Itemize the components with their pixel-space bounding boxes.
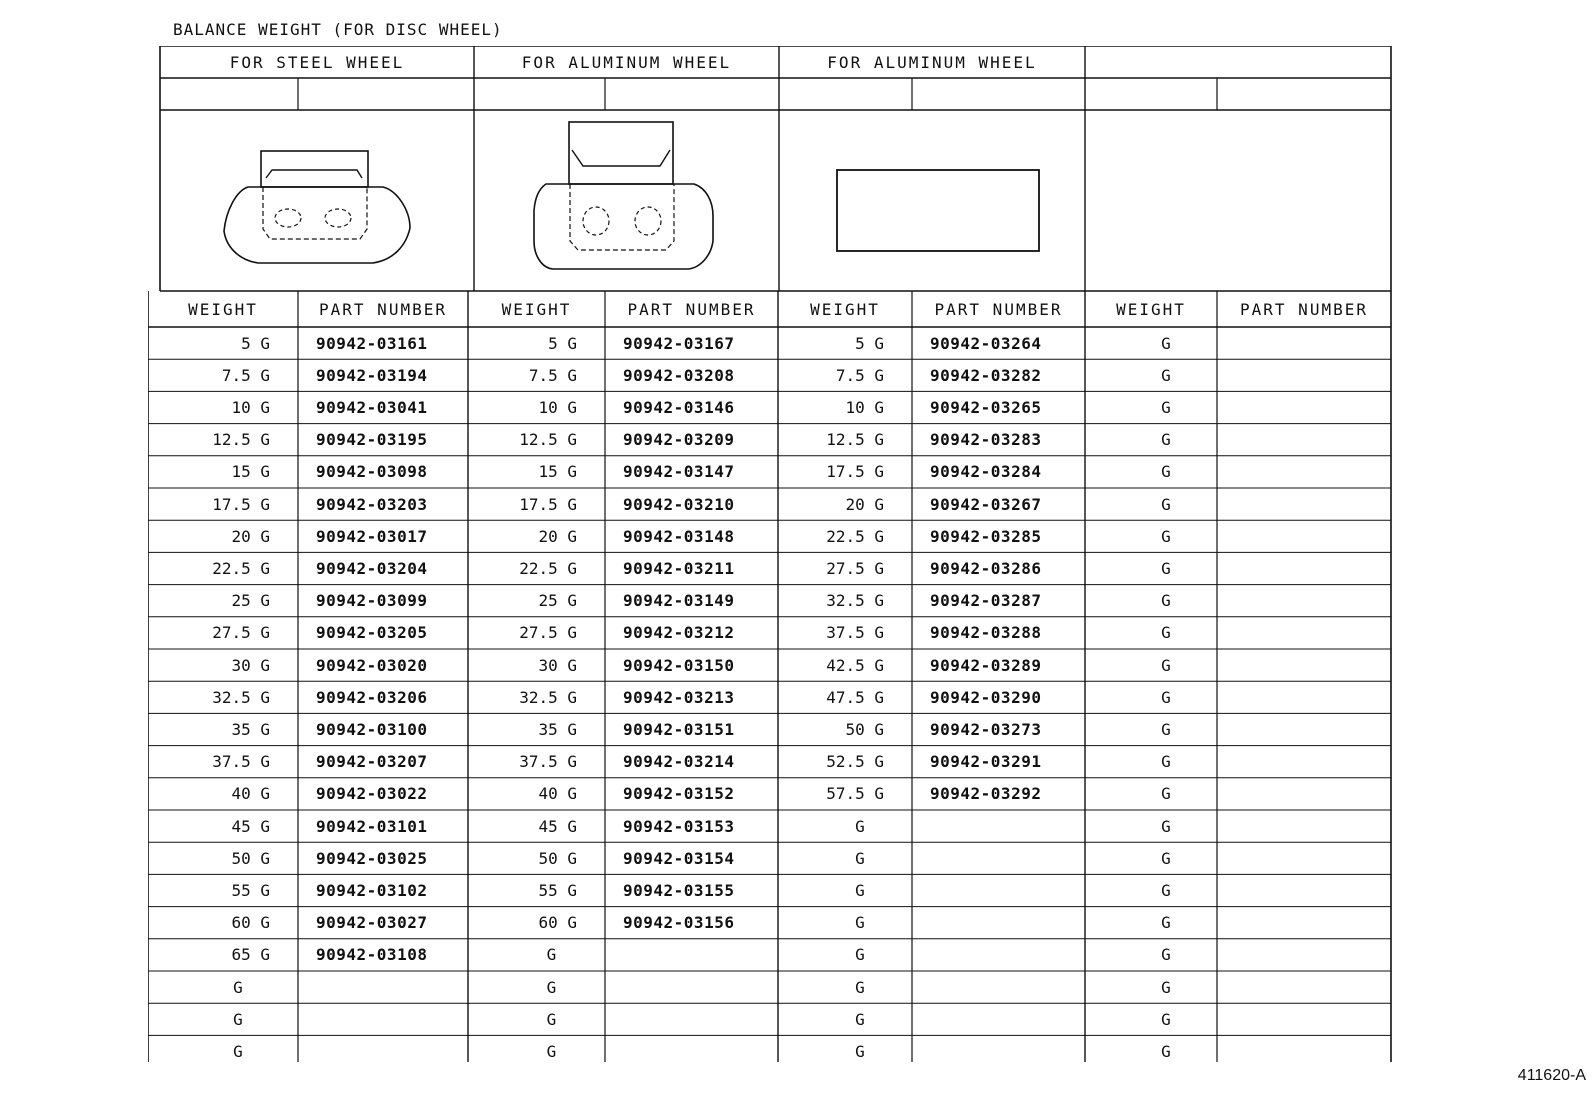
weight-cell: G — [233, 977, 243, 997]
weight-cell: G — [855, 848, 865, 868]
part-number-cell: 90942-03022 — [316, 784, 428, 804]
part-number-cell — [1217, 391, 1391, 423]
part-number-cell — [1217, 327, 1391, 359]
part-number-cell: 90942-03195 — [316, 430, 428, 450]
part-number-cell: 90942-03149 — [623, 591, 735, 611]
part-number-cell — [1217, 842, 1391, 874]
weight-cell: G — [855, 816, 865, 836]
part-number-cell: 90942-03273 — [930, 719, 1042, 739]
steel-clip-weight-icon — [224, 151, 410, 263]
part-number-cell: 90942-03214 — [623, 752, 735, 772]
weight-cell: G — [1161, 591, 1171, 611]
part-number-cell — [912, 842, 1085, 874]
part-number-cell — [605, 939, 778, 971]
part-number-cell: 90942-03017 — [316, 526, 428, 546]
part-number-cell — [1217, 649, 1391, 681]
group-header: FOR ALUMINUM WHEEL — [521, 52, 732, 72]
part-number-cell — [1217, 713, 1391, 745]
part-number-cell: 90942-03289 — [930, 655, 1042, 675]
part-number-cell: 90942-03098 — [316, 462, 428, 482]
part-number-cell — [1217, 778, 1391, 810]
weight-cell: 20 G — [231, 526, 270, 546]
weight-cell: G — [1161, 623, 1171, 643]
part-number-cell — [912, 971, 1085, 1003]
part-number-cell — [912, 939, 1085, 971]
weight-cell: 27.5 G — [826, 558, 884, 578]
part-number-cell: 90942-03267 — [930, 494, 1042, 514]
part-number-cell: 90942-03208 — [623, 365, 735, 385]
weight-cell: 25 G — [231, 591, 270, 611]
group-header: FOR STEEL WHEEL — [229, 52, 405, 72]
part-number-cell — [1217, 907, 1391, 939]
weight-cell: 40 G — [538, 784, 577, 804]
weight-cell: 22.5 G — [519, 558, 577, 578]
part-number-cell — [1217, 971, 1391, 1003]
weight-cell: 37.5 G — [519, 752, 577, 772]
weight-cell: G — [1161, 784, 1171, 804]
weight-cell: 10 G — [538, 397, 577, 417]
weight-cell: G — [1161, 816, 1171, 836]
weight-cell: G — [855, 880, 865, 900]
part-number-cell: 90942-03101 — [316, 816, 428, 836]
part-number-cell — [912, 1003, 1085, 1035]
part-number-cell — [1217, 681, 1391, 713]
part-number-cell: 90942-03194 — [316, 365, 428, 385]
part-number-cell: 90942-03161 — [316, 333, 428, 353]
weight-cell: 35 G — [231, 719, 270, 739]
part-number-cell: 90942-03150 — [623, 655, 735, 675]
weight-cell: G — [1161, 1041, 1171, 1061]
weight-cell: 10 G — [845, 397, 884, 417]
weight-cell: G — [1161, 494, 1171, 514]
part-number-cell: 90942-03025 — [316, 848, 428, 868]
part-number-cell: 90942-03100 — [316, 719, 428, 739]
weight-cell: 5 G — [241, 333, 270, 353]
weight-cell: 17.5 G — [212, 494, 270, 514]
part-number-cell — [298, 1035, 468, 1067]
part-number-cell — [912, 1035, 1085, 1067]
weight-cell: 45 G — [538, 816, 577, 836]
weight-cell: 37.5 G — [826, 623, 884, 643]
weight-cell: 10 G — [231, 397, 270, 417]
part-number-cell: 90942-03152 — [623, 784, 735, 804]
weight-column-header: WEIGHT — [501, 299, 572, 319]
part-number-cell: 90942-03204 — [316, 558, 428, 578]
part-number-cell: 90942-03203 — [316, 494, 428, 514]
part-number-cell: 90942-03284 — [930, 462, 1042, 482]
weight-cell: G — [1161, 430, 1171, 450]
weight-cell: 32.5 G — [826, 591, 884, 611]
part-number-cell — [912, 874, 1085, 906]
weight-cell: 47.5 G — [826, 687, 884, 707]
part-number-cell: 90942-03265 — [930, 397, 1042, 417]
weight-cell: G — [855, 1009, 865, 1029]
weight-cell: 55 G — [538, 880, 577, 900]
part-number-cell: 90942-03146 — [623, 397, 735, 417]
part-number-cell: 90942-03292 — [930, 784, 1042, 804]
weight-cell: 12.5 G — [519, 430, 577, 450]
part-number-cell — [1217, 552, 1391, 584]
part-number-cell — [298, 1003, 468, 1035]
group-header: FOR ALUMINUM WHEEL — [827, 52, 1037, 72]
weight-cell: 15 G — [538, 462, 577, 482]
weight-column-header: WEIGHT — [188, 299, 258, 319]
part-number-cell — [1217, 359, 1391, 391]
part-number-cell — [1217, 488, 1391, 520]
weight-cell: 40 G — [231, 784, 270, 804]
weight-cell: 17.5 G — [826, 462, 884, 482]
weight-cell: 22.5 G — [826, 526, 884, 546]
weight-cell: G — [233, 1009, 243, 1029]
part-number-cell — [1217, 810, 1391, 842]
weight-cell: 60 G — [231, 913, 270, 933]
weight-cell: 45 G — [231, 816, 270, 836]
weight-cell: 12.5 G — [212, 430, 270, 450]
weight-cell: 22.5 G — [212, 558, 270, 578]
part-number-cell: 90942-03207 — [316, 752, 428, 772]
part-number-cell — [1217, 1003, 1391, 1035]
adhesive-weight-icon — [837, 170, 1039, 251]
weight-cell: G — [1161, 880, 1171, 900]
weight-cell: 57.5 G — [826, 784, 884, 804]
weight-cell: 42.5 G — [826, 655, 884, 675]
part-number-cell — [605, 1035, 778, 1067]
part-number-cell: 90942-03041 — [316, 397, 428, 417]
weight-cell: G — [1161, 655, 1171, 675]
weight-cell: G — [855, 1041, 865, 1061]
part-number-cell: 90942-03286 — [930, 558, 1042, 578]
document-id: 411620-A — [1517, 1067, 1586, 1084]
part-number-cell: 90942-03282 — [930, 365, 1042, 385]
part-number-cell — [605, 1003, 778, 1035]
weight-cell: G — [1161, 365, 1171, 385]
part-number-cell: 90942-03148 — [623, 526, 735, 546]
part-number-cell — [1217, 874, 1391, 906]
weight-cell: 7.5 G — [528, 365, 577, 385]
part-number-cell: 90942-03020 — [316, 655, 428, 675]
weight-cell: G — [1161, 558, 1171, 578]
weight-cell: 30 G — [231, 655, 270, 675]
part-number-cell: 90942-03156 — [623, 913, 735, 933]
part-number-cell: 90942-03264 — [930, 333, 1042, 353]
part-number-cell: 90942-03167 — [623, 333, 735, 353]
weight-cell: G — [1161, 526, 1171, 546]
part-number-cell: 90942-03027 — [316, 913, 428, 933]
weight-cell: G — [1161, 397, 1171, 417]
weight-cell: 32.5 G — [212, 687, 270, 707]
weight-cell: 17.5 G — [519, 494, 577, 514]
part-number-cell: 90942-03210 — [623, 494, 735, 514]
weight-cell: G — [855, 977, 865, 997]
part-number-cell: 90942-03291 — [930, 752, 1042, 772]
part-number-cell: 90942-03147 — [623, 462, 735, 482]
part-number-cell — [912, 810, 1085, 842]
weight-cell: 7.5 G — [835, 365, 884, 385]
part-number-cell — [912, 907, 1085, 939]
part-number-cell: 90942-03108 — [316, 945, 428, 965]
part-number-cell: 90942-03153 — [623, 816, 735, 836]
part-number-cell: 90942-03283 — [930, 430, 1042, 450]
weight-cell: G — [546, 1009, 557, 1029]
weight-cell: G — [1161, 945, 1171, 965]
part-number-column-header: PART NUMBER — [1240, 299, 1368, 319]
weight-cell: 27.5 G — [519, 623, 577, 643]
weight-cell: 55 G — [231, 880, 270, 900]
part-number-cell: 90942-03285 — [930, 526, 1042, 546]
aluminum-clip-weight-icon — [534, 122, 713, 269]
part-number-column-header: PART NUMBER — [934, 299, 1063, 319]
part-number-cell: 90942-03211 — [623, 558, 735, 578]
part-number-cell: 90942-03287 — [930, 591, 1042, 611]
group-header — [1085, 46, 1391, 78]
part-number-cell — [1217, 520, 1391, 552]
weight-cell: 52.5 G — [826, 752, 884, 772]
weight-cell: 20 G — [538, 526, 577, 546]
weight-cell: 65 G — [231, 945, 270, 965]
part-number-cell: 90942-03151 — [623, 719, 735, 739]
weight-cell: G — [1161, 848, 1171, 868]
part-number-cell: 90942-03288 — [930, 623, 1042, 643]
balance-weight-table — [148, 46, 1398, 1062]
weight-cell: G — [233, 1041, 243, 1061]
part-number-column-header: PART NUMBER — [319, 299, 447, 319]
weight-cell: G — [546, 945, 557, 965]
weight-cell: G — [1161, 913, 1171, 933]
part-number-cell — [1217, 746, 1391, 778]
weight-cell: G — [1161, 1009, 1171, 1029]
weight-cell: 30 G — [538, 655, 577, 675]
weight-cell: 50 G — [231, 848, 270, 868]
table-title: BALANCE WEIGHT (FOR DISC WHEEL) — [173, 20, 503, 39]
part-number-cell: 90942-03213 — [623, 687, 735, 707]
part-number-cell: 90942-03102 — [316, 880, 428, 900]
part-number-cell — [1217, 1035, 1391, 1067]
weight-cell: G — [1161, 752, 1171, 772]
part-number-cell — [1217, 456, 1391, 488]
part-number-cell — [1217, 424, 1391, 456]
weight-cell: 25 G — [538, 591, 577, 611]
part-number-cell: 90942-03290 — [930, 687, 1042, 707]
part-number-cell: 90942-03155 — [623, 880, 735, 900]
weight-cell: G — [1161, 462, 1171, 482]
weight-cell: 5 G — [855, 333, 884, 353]
part-number-cell: 90942-03209 — [623, 430, 735, 450]
part-number-cell: 90942-03212 — [623, 623, 735, 643]
weight-cell: G — [1161, 687, 1171, 707]
weight-column-header: WEIGHT — [810, 299, 880, 319]
weight-cell: 35 G — [538, 719, 577, 739]
weight-cell: G — [1161, 719, 1171, 739]
weight-cell: G — [1161, 333, 1171, 353]
weight-cell: 27.5 G — [212, 623, 270, 643]
weight-cell: G — [855, 945, 865, 965]
weight-cell: 20 G — [845, 494, 884, 514]
part-number-cell: 90942-03205 — [316, 623, 428, 643]
weight-cell: G — [855, 913, 865, 933]
weight-cell: 5 G — [548, 333, 577, 353]
part-number-cell — [1217, 617, 1391, 649]
weight-cell: 50 G — [538, 848, 577, 868]
weight-cell: 50 G — [845, 719, 884, 739]
part-number-cell — [1217, 939, 1391, 971]
part-number-column-header: PART NUMBER — [627, 299, 756, 319]
part-number-cell: 90942-03154 — [623, 848, 735, 868]
weight-cell: 37.5 G — [212, 752, 270, 772]
weight-cell: G — [546, 977, 557, 997]
part-number-cell — [1217, 585, 1391, 617]
weight-cell: G — [546, 1041, 557, 1061]
weight-cell: 15 G — [231, 462, 270, 482]
weight-cell: G — [1161, 977, 1171, 997]
weight-cell: 60 G — [538, 913, 577, 933]
weight-cell: 12.5 G — [826, 430, 884, 450]
part-number-cell: 90942-03099 — [316, 591, 428, 611]
part-number-cell — [298, 971, 468, 1003]
part-number-cell: 90942-03206 — [316, 687, 428, 707]
part-number-cell — [605, 971, 778, 1003]
weight-cell: 32.5 G — [519, 687, 577, 707]
weight-cell: 7.5 G — [221, 365, 270, 385]
weight-column-header: WEIGHT — [1116, 299, 1186, 319]
